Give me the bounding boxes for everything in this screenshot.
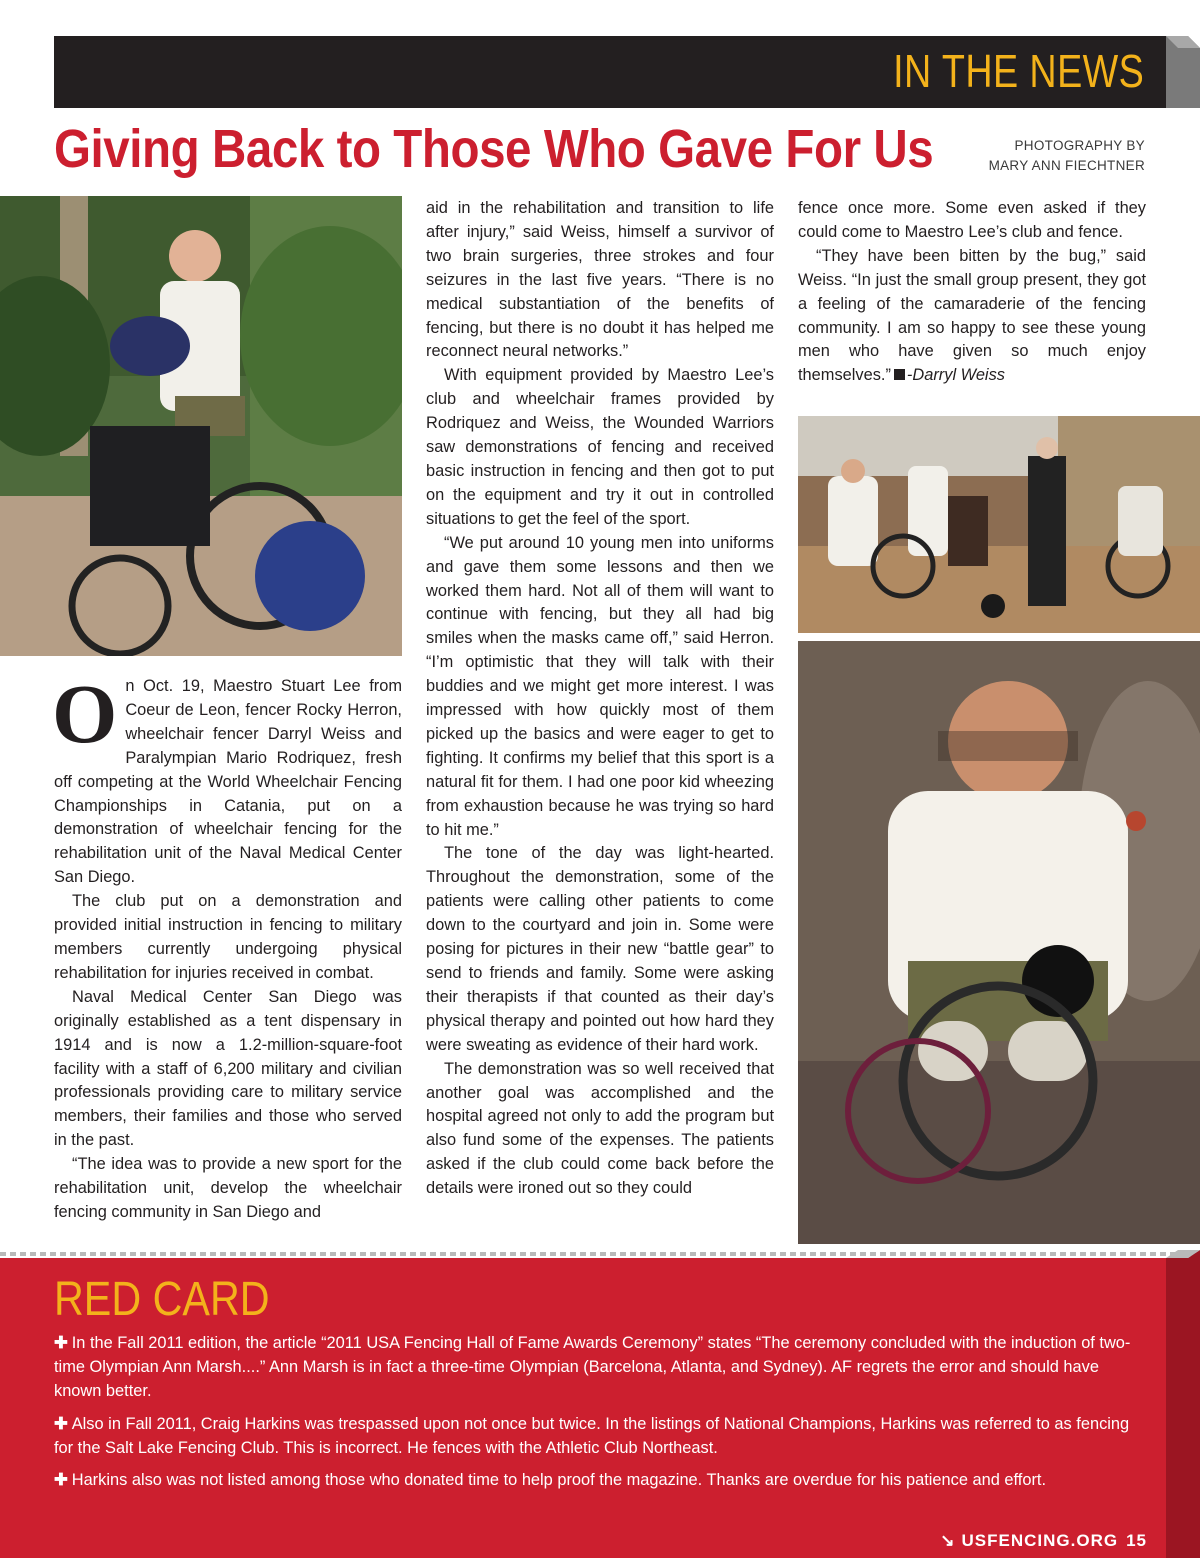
article-paragraph xyxy=(52,668,402,890)
article-paragraph xyxy=(798,245,1146,388)
correction-item xyxy=(54,1412,1144,1460)
page-number: 15 xyxy=(1126,1531,1147,1550)
correction-item xyxy=(54,1331,1144,1403)
section-label: IN THE NEWS xyxy=(892,45,1144,97)
credit-label: PHOTOGRAPHY BY xyxy=(1014,138,1145,153)
article-paragraph: fence once more. Some even asked if they could come to Maestro Lee’s club and fence. xyxy=(798,199,1146,241)
article-lead-text: n Oct. 19, Maestro Stuart Lee from Coeur de Leon, fencer Rocky Herron, wheelchair fencer Darryl Weiss and Paralympian Mario Rodriquez, fresh off competing at the World Wheelchair Fencing Championships in Catania, put on a demonstration of wheelchair fencing for the rehabilitation unit of the Naval Medical Center San Diego. xyxy=(54,677,402,887)
article-paragraph: Naval Medical Center San Diego was originally established as a tent dispensary in 1914 and is now a 1.2-million-square-foot facility with a staff of 6,200 military and civilian professionals providing care to military service members, their families and those who served in the past. xyxy=(54,987,402,1150)
credit-name: MARY ANN FIECHTNER xyxy=(988,158,1145,173)
closing-quote: “They have been bitten by the bug,” said Weiss. “In just the small group present, they got a feeling of the camaraderie of the fencing community. I am so happy to see these young men who have given so much enjoy themselves.” xyxy=(798,246,1146,385)
article-paragraph: “The idea was to provide a new sport for the rehabilitation unit, develop the wheelchair fencing community in San Diego and xyxy=(54,1155,402,1221)
photo-wheelchair-fencer-outdoors xyxy=(0,196,402,656)
article-column-3 xyxy=(798,197,1146,388)
photo-group-demonstration xyxy=(798,416,1200,633)
article-column-2 xyxy=(426,197,774,1201)
correction-item xyxy=(54,1468,1144,1492)
plus-icon: ✚ xyxy=(54,1334,68,1352)
article-paragraph: The tone of the day was light-hearted. Throughout the demonstration, some of the patients were calling other patients to come down to the courtyard and join in. Some were posing for pictures in their new “battle gear” to send to friends and family. Some were asking their therapists if that counted as their day’s physical therapy and pointed out how hard they were sweating as evidence of their hard work. xyxy=(426,844,774,1054)
red-card-fold xyxy=(1166,1250,1200,1558)
photo-credit xyxy=(989,136,1145,176)
article-column-1 xyxy=(52,668,402,1225)
page-footer xyxy=(940,1531,1147,1551)
article-paragraph: The club put on a demonstration and provided initial instruction in fencing to military members currently undergoing physical rehabilitation for injuries received in combat. xyxy=(54,892,402,982)
correction-text: Also in Fall 2011, Craig Harkins was trespassed upon not once but twice. In the listings of National Champions, Harkins was referred to as fencing for the Salt Lake Fencing Club. This is incorrect. He fences with the Athletic Club Northeast. xyxy=(54,1415,1130,1457)
plus-icon: ✚ xyxy=(54,1415,68,1433)
plus-icon: ✚ xyxy=(54,1471,68,1489)
red-card-title: RED CARD xyxy=(54,1273,270,1326)
end-mark-icon xyxy=(894,369,905,380)
section-divider xyxy=(0,1252,1200,1256)
arrow-down-right-icon: ↘ xyxy=(940,1531,956,1550)
author-signature: -Darryl Weiss xyxy=(906,366,1005,385)
article-paragraph: With equipment provided by Maestro Lee’s club and wheelchair frames provided by Rodriquez and Weiss, the Wounded Warriors saw demonstrations of fencing and received basic instruction in fencing and then got to put on the equipment and try it out in controlled situations to get the feel of the sport. xyxy=(426,366,774,528)
correction-text: Harkins also was not listed among those who donated time to help proof the magazine. Thanks are overdue for his patience and effort. xyxy=(71,1471,1047,1489)
page-title: Giving Back to Those Who Gave For Us xyxy=(54,119,934,179)
article-paragraph: “We put around 10 young men into uniforms and gave them some lessons and then we worked them hard. Not all of them will want to continue with fencing, but they all had big smiles when the masks came off,” said Herron. “I’m optimistic that they will talk with their buddies and we might get more interest. I was impressed with how quickly most of them picked up the basics and were eager to get to fighting. It confirms my belief that this sport is a natural fit for them. I had one poor kid wheezing from exhaustion because he was trying so hard to hit me.” xyxy=(426,533,774,839)
photo-smiling-fencer xyxy=(798,641,1200,1244)
banner-fold xyxy=(1166,36,1200,108)
correction-text: In the Fall 2011 edition, the article “2011 USA Fencing Hall of Fame Awards Ceremony” states “The ceremony concluded with the induction of two-time Olympian Ann Marsh....” Ann Marsh is in fact a three-time Olympian (Barcelona, Atlanta, and Sydney). AF regrets the error and should have known better. xyxy=(54,1334,1131,1400)
site-link[interactable]: USFENCING.ORG xyxy=(961,1531,1119,1550)
article-paragraph: The demonstration was so well received that another goal was accomplished and the hospital agreed not only to add the program but also fund some of the expenses. The patients asked if the club could come back before the details were ironed out so they could xyxy=(426,1059,774,1198)
drop-cap: O xyxy=(52,668,118,761)
article-paragraph: aid in the rehabilitation and transition to life after injury,” said Weiss, himself a survivor of two brain surgeries, three strokes and four seizures in the last five years. “There is no medical substantiation of the benefits of fencing, but there is no doubt it has helped me reconnect neural networks.” xyxy=(426,199,774,361)
